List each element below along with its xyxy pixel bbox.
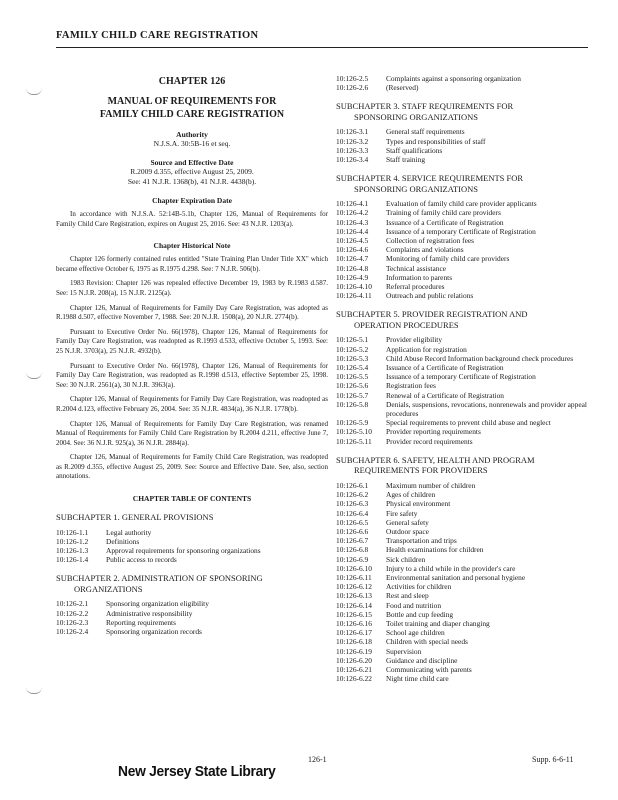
subchapter-title [336,309,600,330]
expiration-text: In accordance with N.J.S.A. 52:14B-5.1b, Chapter 126, Manual of Requirements for Family Child Care Registration, expires on August 25, 2016. See: 43 N.J.R. 1203(a). [56,210,328,228]
section-number: 10:126-6.16 [336,618,372,628]
toc-entry [56,599,328,608]
history-paragraph: Chapter 126, Manual of Requirements for Family Day Care Registration, was renamed Manual of Requirements for Family Child Care Registration by R.2004 d.211, effective June 7, 2004. See: 36 N.J.R. 925(a), 36 N.J.R. 2884(a). [56,419,328,447]
toc-entry [336,291,600,300]
toc-entry [56,618,328,627]
toc-entry [336,381,600,390]
chapter-title-line: MANUAL OF REQUIREMENTS FOR [107,96,277,107]
section-number: 10:126-5.4 [336,363,369,373]
section-title: Monitoring of family child care providers [386,254,510,264]
toc-entry [336,127,600,136]
subchapter-sections [56,599,328,636]
section-title: Ages of children [386,490,436,500]
section-title: Issuance of a temporary Certificate of Registration [386,226,536,236]
section-title: Definitions [106,536,140,546]
subchapter-block [336,173,600,300]
chapter-title-line: FAMILY CHILD CARE REGISTRATION [99,109,285,120]
toc-entry [56,528,328,537]
toc-entry [336,372,600,381]
source-line: R.2009 d.355, effective August 25, 2009. [130,167,254,176]
subchapter-title [336,455,600,476]
section-number: 10:126-6.2 [336,490,369,500]
toc-entry [336,555,600,564]
right-subchapters [336,101,600,683]
toc-entry [336,245,600,254]
section-number: 10:126-6.18 [336,637,372,647]
section-title: Registration fees [386,381,436,391]
section-number: 10:126-2.1 [56,599,89,609]
toc-entry [336,509,600,518]
scan-mark [26,687,42,694]
section-number: 10:126-2.2 [56,608,89,618]
section-number: 10:126-6.4 [336,508,369,518]
section-number: 10:126-6.14 [336,600,372,610]
toc-entry [336,591,600,600]
section-number: 10:126-4.8 [336,263,369,273]
toc-entry [56,537,328,546]
toc-entry [336,637,600,646]
toc-entry [336,208,600,217]
section-title: Administrative responsibility [106,608,193,618]
toc-entry [336,582,600,591]
toc-entry [336,146,600,155]
subchapter-sections [336,481,600,683]
section-number: 10:126-1.1 [56,527,89,537]
toc-entry [336,264,600,273]
toc-entry [336,335,600,344]
section-title: Approval requirements for sponsoring organizations [106,545,261,555]
section-number: 10:126-5.8 [336,399,369,409]
section-title: Types and responsibilities of staff [386,136,486,146]
source-heading: Source and Effective Date [150,158,234,167]
section-title: Environmental sanitation and personal hygiene [386,572,526,582]
toc-entry [336,610,600,619]
subchapter-sections [336,127,600,164]
section-title: Public access to records [106,555,177,565]
toc-entry [336,674,600,683]
toc-entry [336,647,600,656]
toc-entry [336,427,600,436]
toc-entry [336,490,600,499]
section-number: 10:126-5.10 [336,427,372,437]
subchapter-title-line: SUBCHAPTER 3. STAFF REQUIREMENTS FOR [336,101,514,112]
section-title: (Reserved) [386,83,419,93]
section-number: 10:126-6.17 [336,628,372,638]
section-title: Reporting requirements [106,617,176,627]
section-number: 10:126-4.1 [336,199,369,209]
history-notes [56,255,328,482]
section-title: Sponsoring organization eligibility [106,599,209,609]
section-title: Activities for children [386,582,452,592]
chapter-number: CHAPTER 126 [158,76,226,87]
section-title: Health examinations for children [386,545,484,555]
toc-entry [56,627,328,636]
toc-entry [336,665,600,674]
toc-entry [336,137,600,146]
section-number: 10:126-4.11 [336,291,372,301]
expiration-heading: Chapter Expiration Date [152,196,232,205]
section-title: Technical assistance [386,263,447,273]
section-number: 10:126-5.11 [336,436,372,446]
section-title: Legal authority [106,527,152,537]
section-title: Sick children [386,554,426,564]
toc-entry [336,236,600,245]
subchapter-block [56,573,328,636]
section-number: 10:126-6.21 [336,664,372,674]
subchapter-title [56,573,328,594]
section-title: Issuance of a temporary Certificate of Registration [386,372,536,382]
toc-entry [336,573,600,582]
toc-heading: CHAPTER TABLE OF CONTENTS [132,494,252,504]
section-number: 10:126-4.5 [336,236,369,246]
section-title: Special requirements to prevent child abuse and neglect [386,418,551,428]
section-title: Issuance of a Certificate of Registration [386,217,504,227]
toc-entry [336,601,600,610]
toc-entry [336,282,600,291]
section-title: Application for registration [386,344,467,354]
toc-entry [336,536,600,545]
section-number: 10:126-3.1 [336,127,369,137]
section-title: Provider eligibility [386,335,443,345]
subchapter-title-line: SUBCHAPTER 6. SAFETY, HEALTH AND PROGRAM [336,454,535,465]
scan-mark [26,372,42,379]
section-number: 10:126-6.8 [336,545,369,555]
section-number: 10:126-3.3 [336,145,369,155]
section-title: Supervision [386,646,422,656]
section-title: Staff training [386,155,426,165]
section-title: Maximum number of children [386,480,476,490]
section-title: Bottle and cup feeding [386,609,454,619]
running-header: FAMILY CHILD CARE REGISTRATION [56,30,259,41]
history-paragraph: Pursuant to Executive Order No. 66(1978), Chapter 126, Manual of Requirements for Family Day Care Registration, was readopted as R.1993 d.533, effective October 5, 1993. See: 25 N.J.R. 3703(a), 25 N.J.R. 4932(b). [56,327,328,355]
toc-entry [336,619,600,628]
section-title: Collection of registration fees [386,236,475,246]
section-number: 10:126-6.1 [336,480,369,490]
section-title: Complaints against a sponsoring organization [386,74,521,83]
subchapter-sections [336,335,600,445]
section-number: 10:126-6.5 [336,517,369,527]
section-title: Rest and sleep [386,591,429,601]
toc-entry [336,518,600,527]
toc-entry [336,345,600,354]
section-number: 10:126-5.5 [336,372,369,382]
toc-entry [336,564,600,573]
toc-entry [336,83,600,92]
subchapter-block [336,455,600,683]
authority-text: N.J.S.A. 30:5B-16 et seq. [153,139,231,148]
subchapter-title-line: SUBCHAPTER 5. PROVIDER REGISTRATION AND [336,309,528,320]
section-number: 10:126-2.4 [56,626,89,636]
left-subchapters [56,512,328,636]
section-number: 10:126-2.3 [56,617,89,627]
section-number: 10:126-4.3 [336,217,369,227]
subchapter-title-line: REQUIREMENTS FOR PROVIDERS [354,465,488,476]
subchapter-sections [56,528,328,565]
toc-entry [336,354,600,363]
section-number: 10:126-3.2 [336,136,369,146]
toc-entry [336,363,600,372]
toc-entry [56,555,328,564]
toc-entry [336,545,600,554]
section-number: 10:126-6.10 [336,563,372,573]
toc-entry [336,437,600,446]
left-column [56,70,328,636]
section-title: Outdoor space [386,526,429,536]
header-rule [56,47,588,48]
section-number: 10:126-6.12 [336,582,372,592]
section-title: Food and nutrition [386,600,442,610]
section-title: Fire safety [386,508,418,518]
section-number: 10:126-1.4 [56,555,89,565]
section-title: Child Abuse Record Information background check procedures [386,353,574,363]
toc-entry [336,273,600,282]
subchapter-title [336,101,600,122]
section-title: Physical environment [386,499,451,509]
section-title: Training of family child care providers [386,208,501,218]
section-number: 10:126-5.9 [336,418,369,428]
section-title: Children with special needs [386,637,468,647]
section-number: 10:126-4.2 [336,208,369,218]
section-number: 10:126-6.6 [336,526,369,536]
section-title: Guidance and discipline [386,655,458,665]
subchapter-title [336,173,600,194]
history-paragraph: 1983 Revision: Chapter 126 was repealed effective December 19, 1983 by R.1983 d.587. See: 15 N.J.R. 208(a), 15 N.J.R. 2125(a). [56,279,328,297]
section-title: Staff qualifications [386,145,443,155]
history-paragraph: Chapter 126, Manual of Requirements for Family Day Care Registration, was adopted as R.1988 d.507, effective November 7, 1988. See: 20 N.J.R. 1508(a), 20 N.J.R. 2774(b). [56,303,328,322]
toc-entry [336,628,600,637]
section-number: 10:126-1.3 [56,545,89,555]
source-line: See: 41 N.J.R. 1368(b), 41 N.J.R. 4438(b). [127,177,257,186]
section-title: Referral procedures [386,282,445,292]
section-title: Issuance of a Certificate of Registration [386,363,504,373]
scan-mark [26,88,42,95]
toc-entry [336,481,600,490]
toc-entry [336,499,600,508]
section-title: Sponsoring organization records [106,626,202,636]
section-number: 10:126-5.7 [336,390,369,400]
section-title: Toilet training and diaper changing [386,618,490,628]
section-title: Injury to a child while in the provider's care [386,563,516,573]
section-number: 10:126-6.20 [336,655,372,665]
section-title: Denials, suspensions, revocations, nonrenewals and provider appeal procedures [386,399,587,419]
authority-heading: Authority [176,130,208,139]
section-number: 10:126-5.1 [336,335,369,345]
section-number: 10:126-6.7 [336,536,369,546]
toc-entry [336,418,600,427]
subchapter-block [336,101,600,164]
subchapter-title-line: SUBCHAPTER 2. ADMINISTRATION OF SPONSORING [56,573,263,584]
continued-entries [336,74,600,92]
subchapter-sections [336,199,600,300]
section-title: Night time child care [386,674,449,684]
history-heading: Chapter Historical Note [153,241,231,251]
toc-entry [336,527,600,536]
toc-entry [336,218,600,227]
section-title: Complaints and violations [386,245,464,255]
section-number: 10:126-4.7 [336,254,369,264]
section-title: General staff requirements [386,127,465,137]
toc-entry [336,400,600,418]
section-title: General safety [386,517,429,527]
history-paragraph: Chapter 126, Manual of Requirements for Family Day Care Registration, was readopted as R.2004 d.123, effective February 26, 2004. See: 35 N.J.R. 4834(a), 36 N.J.R. 1778(b). [56,395,328,413]
toc-entry [336,74,600,83]
section-number: 10:126-4.10 [336,282,372,292]
section-number: 10:126-4.9 [336,272,369,282]
toc-entry [336,199,600,208]
history-paragraph: Pursuant to Executive Order No. 66(1978), Chapter 126, Manual of Requirements for Family Day Care Registration, was readopted as R.1998 d.513, effective September 25, 1998. See: 30 N.J.R. 2561(a), 30 N.J.R. 3963(a). [56,361,328,389]
toc-entry [336,656,600,665]
section-title: Transportation and trips [386,536,457,546]
section-number: 10:126-4.6 [336,245,369,255]
subchapter-title-line: SUBCHAPTER 1. GENERAL PROVISIONS [56,512,214,523]
section-number: 10:126-4.4 [336,226,369,236]
section-number: 10:126-6.22 [336,674,372,684]
section-number: 10:126-1.2 [56,536,89,546]
subchapter-title-line: ORGANIZATIONS [74,583,143,594]
toc-entry [56,546,328,555]
right-column [336,70,600,683]
section-number: 10:126-3.4 [336,155,369,165]
section-number: 10:126-5.2 [336,344,369,354]
section-number: 10:126-6.19 [336,646,372,656]
subchapter-block [336,309,600,445]
section-number: 10:126-6.3 [336,499,369,509]
section-number: 10:126-5.3 [336,353,369,363]
section-title: School age children [386,628,445,638]
history-paragraph: Chapter 126, Manual of Requirements for Family Child Care Registration, was readopted as R.2009 d.355, effective August 25, 2009. See: Source and Effective Date. See, also, section annotations. [56,453,328,481]
toc-entry [336,155,600,164]
subchapter-title-line: SPONSORING ORGANIZATIONS [354,111,478,122]
library-watermark: New Jersey State Library [118,763,276,780]
toc-entry [336,227,600,236]
toc-entry [336,254,600,263]
section-number: 10:126-2.6 [336,83,369,93]
subchapter-title-line: SUBCHAPTER 4. SERVICE REQUIREMENTS FOR [336,173,524,184]
subchapter-title-line: OPERATION PROCEDURES [354,319,459,330]
section-number: 10:126-6.9 [336,554,369,564]
subchapter-title-line: SPONSORING ORGANIZATIONS [354,183,478,194]
supplement-date: Supp. 6-6-11 [532,755,574,764]
toc-entry [56,609,328,618]
section-number: 10:126-6.11 [336,572,372,582]
section-title: Information to parents [386,272,453,282]
subchapter-title [56,512,328,523]
toc-entry [336,391,600,400]
section-title: Renewal of a Certificate of Registration [386,390,505,400]
section-title: Provider reporting requirements [386,427,481,437]
section-title: Evaluation of family child care provider applicants [386,199,537,209]
history-paragraph: Chapter 126 formerly contained rules entitled "State Training Plan Under Title XX" which became effective October 6, 1975 as R.1975 d.298. See: 7 N.J.R. 506(b). [56,255,328,273]
section-title: Communicating with parents [386,664,472,674]
section-number: 10:126-6.13 [336,591,372,601]
section-number: 10:126-6.15 [336,609,372,619]
section-number: 10:126-5.6 [336,381,369,391]
section-title: Outreach and public relations [386,291,474,301]
chapter-title [56,95,328,121]
page-number: 126-1 [308,755,327,764]
subchapter-block [56,512,328,564]
section-title: Provider record requirements [386,436,473,446]
section-number: 10:126-2.5 [336,74,369,83]
